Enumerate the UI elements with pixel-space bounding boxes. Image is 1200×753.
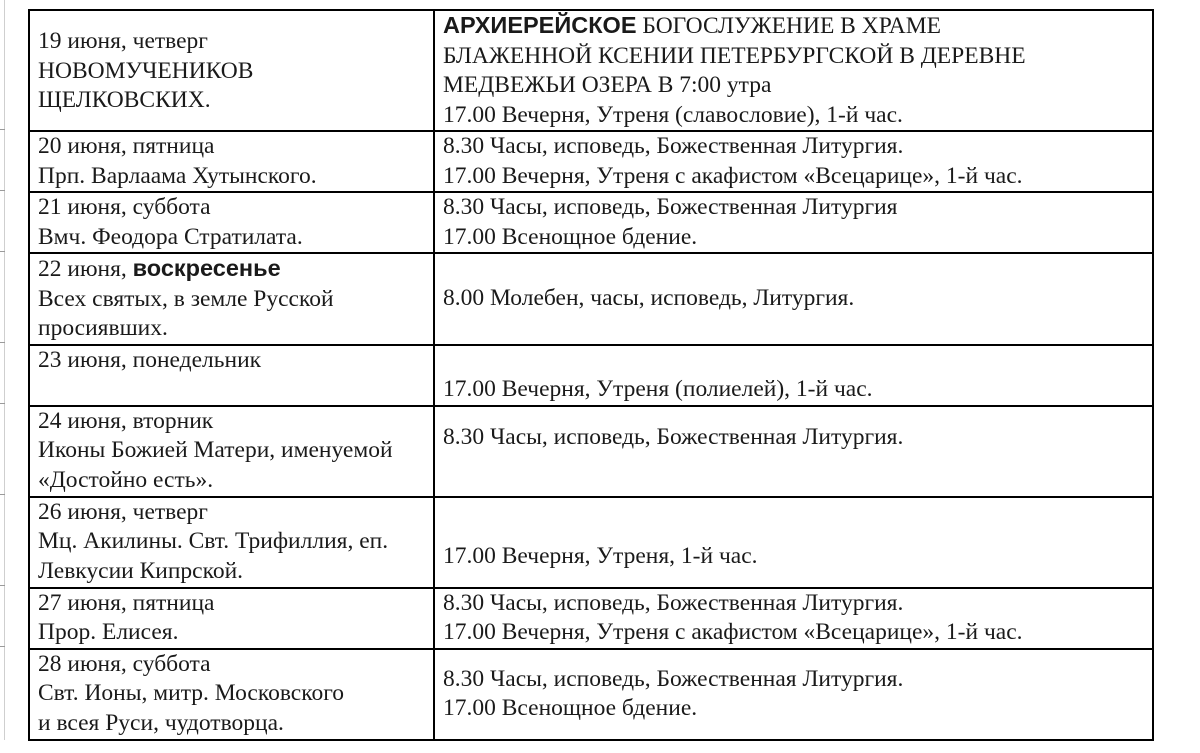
service-line: 8.30 Часы, исповедь, Божественная Литургия [443,194,898,220]
service-line: 17.00 Вечерня, Утреня (славословие), 1-й час. [443,101,903,128]
service-emphasis: АРХИЕРЕЙСКОЕ [443,12,637,38]
feast-name: Мц. Акилины. Свт. Трифиллия, еп. [38,528,389,554]
service-line: 8.00 Молебен, часы, исповедь, Литургия. [443,285,855,311]
table-row [29,131,1153,192]
table-row [29,588,1153,649]
feast-name: ЩЕЛКОВСКИХ. [38,87,211,113]
service-cell [434,192,1153,253]
feast-name: НОВОМУЧЕНИКОВ [38,57,254,84]
feast-name: Всех святых, в земле Русской [38,285,334,312]
service-line: 17.00 Вечерня, Утреня с акафистом «Всецарице», 1-й час. [443,619,1023,645]
date-cell [29,345,434,406]
service-cell [434,131,1153,192]
feast-name: Прор. Елисея. [38,619,179,645]
service-cell [434,588,1153,649]
service-cell [434,345,1153,406]
date-label: 19 июня, четверг [38,28,208,54]
margin-tick [0,403,5,404]
service-line: 8.30 Часы, исповедь, Божественная Литургия. [443,133,904,159]
date-cell [29,10,434,131]
service-cell [434,497,1153,588]
date-label: 21 июня, суббота [38,194,211,220]
feast-name: Прп. Варлаама Хутынского. [38,162,317,189]
service-line: 17.00 Всенощное бдение. [443,223,698,250]
table-row [29,649,1153,740]
margin-tick [0,342,5,343]
feast-name: Свт. Ионы, митр. Московского [38,680,344,706]
date-cell [29,192,434,253]
date-cell [29,131,434,192]
service-line: 8.30 Часы, исповедь, Божественная Литургия. [443,665,904,692]
feast-name: «Достойно есть». [38,466,214,493]
date-cell [29,497,434,588]
service-schedule-table [28,9,1154,741]
margin-tick [0,585,5,586]
table-row [29,497,1153,588]
margin-tick [0,646,5,647]
feast-name: Левкусии Кипрской. [38,557,244,584]
date-cell [29,406,434,497]
service-line: МЕДВЕЖЬИ ОЗЕРА В 7:00 утра [443,72,772,98]
table-row [29,253,1153,345]
margin-tick [0,190,5,191]
feast-name: Иконы Божией Матери, именуемой [38,437,393,463]
table-row [29,345,1153,406]
service-line: БЛАЖЕННОЙ КСЕНИИ ПЕТЕРБУРГСКОЙ В ДЕРЕВНЕ [443,42,1026,69]
service-cell [434,649,1153,740]
date-cell [29,588,434,649]
margin-tick [0,129,5,130]
date-label: 23 июня, понедельник [38,346,262,373]
service-cell [434,10,1153,131]
date-label: 24 июня, вторник [38,407,214,434]
feast-name: просиявших. [38,315,168,341]
service-cell [434,253,1153,345]
date-label: 26 июня, четверг [38,498,208,525]
date-label: 28 июня, суббота [38,650,211,677]
service-line: 17.00 Вечерня, Утреня (полиелей), 1-й час. [443,376,873,402]
table-row [29,406,1153,497]
date-label: 27 июня, пятница [38,589,215,616]
service-line: 17.00 Вечерня, Утреня, 1-й час. [443,542,758,569]
date-cell [29,253,434,345]
date-label: 22 июня, воскресенье [38,255,281,282]
service-line: 8.30 Часы, исповедь, Божественная Литургия. [443,589,904,616]
feast-name: и всея Руси, чудотворца. [38,709,284,736]
service-line: АРХИЕРЕЙСКОЕ БОГОСЛУЖЕНИЕ В ХРАМЕ [443,12,941,39]
table-row [29,10,1153,131]
service-cell [434,406,1153,497]
service-line: 17.00 Вечерня, Утреня с акафистом «Всецарице», 1-й час. [443,162,1023,189]
page-margin-line [0,0,5,740]
service-line: 8.30 Часы, исповедь, Божественная Литургия. [443,423,904,450]
date-label: 20 июня, пятница [38,133,215,159]
date-emphasis: воскресенье [132,255,281,281]
margin-tick [0,251,5,252]
table-row [29,192,1153,253]
feast-name: Вмч. Феодора Стратилата. [38,223,303,250]
date-cell [29,649,434,740]
margin-tick [0,494,5,495]
service-line: 17.00 Всенощное бдение. [443,695,698,721]
